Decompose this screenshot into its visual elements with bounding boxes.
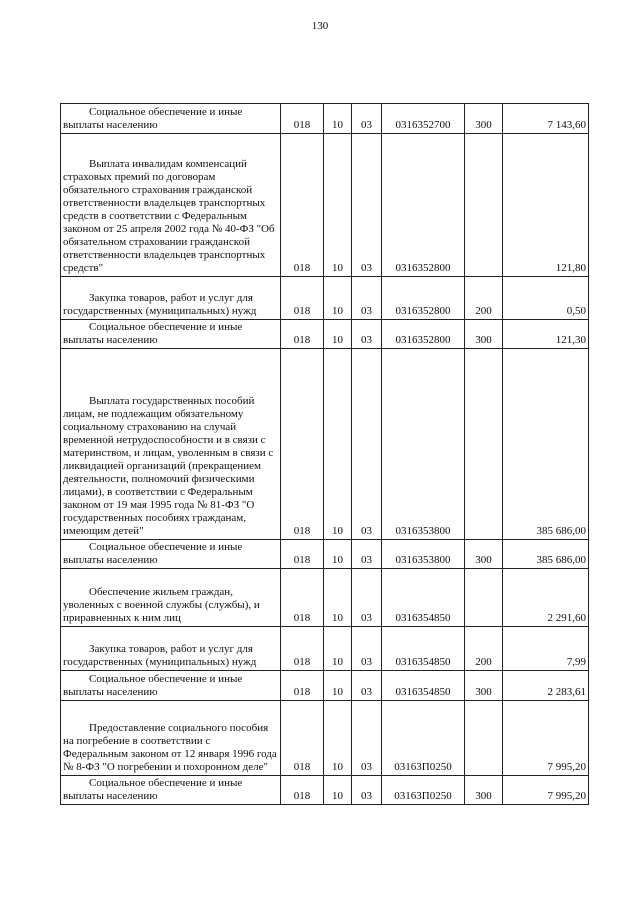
table-row	[61, 701, 589, 776]
target-code: 0316354850	[382, 627, 465, 671]
amount: 121,80	[503, 134, 589, 277]
table-row	[61, 134, 589, 277]
section-code: 10	[324, 671, 352, 701]
amount: 7 995,20	[503, 701, 589, 776]
row-name: Закупка товаров, работ и услуг для государственных (муниципальных) нужд	[63, 643, 257, 668]
row-name: Предоставление социального пособия на погребение в соответствии с Федеральным законом от 12 января 1996 года № 8-ФЗ "О погребении и похоронном деле"	[63, 722, 277, 773]
subsection-code: 03	[352, 701, 382, 776]
target-code: 0316354850	[382, 671, 465, 701]
section-code: 10	[324, 349, 352, 540]
section-code: 10	[324, 776, 352, 805]
table-row	[61, 569, 589, 627]
section-code: 10	[324, 104, 352, 134]
section-code: 10	[324, 277, 352, 320]
amount: 385 686,00	[503, 349, 589, 540]
row-name-cell	[61, 104, 281, 134]
expense-code	[465, 134, 503, 277]
row-name: Социальное обеспечение и иные выплаты населению	[63, 321, 243, 346]
expense-code: 300	[465, 540, 503, 569]
target-code: 0316352800	[382, 277, 465, 320]
ministry-code: 018	[281, 671, 324, 701]
amount: 2 283,61	[503, 671, 589, 701]
subsection-code: 03	[352, 134, 382, 277]
row-name-cell	[61, 540, 281, 569]
section-code: 10	[324, 627, 352, 671]
table-row	[61, 671, 589, 701]
row-name: Социальное обеспечение и иные выплаты населению	[63, 673, 243, 698]
ministry-code: 018	[281, 104, 324, 134]
amount: 121,30	[503, 320, 589, 349]
expense-code	[465, 349, 503, 540]
page-number: 130	[311, 20, 329, 32]
row-name-cell	[61, 671, 281, 701]
amount: 2 291,60	[503, 569, 589, 627]
table-row	[61, 349, 589, 540]
budget-table	[60, 103, 589, 805]
row-name: Обеспечение жильем граждан, уволенных с военной службы (службы), и приравненных к ним лиц	[63, 586, 260, 624]
subsection-code: 03	[352, 627, 382, 671]
row-name: Социальное обеспечение и иные выплаты населению	[63, 777, 243, 802]
target-code: 03163П0250	[382, 776, 465, 805]
row-name-cell	[61, 701, 281, 776]
ministry-code: 018	[281, 627, 324, 671]
target-code: 0316352700	[382, 104, 465, 134]
table-row	[61, 627, 589, 671]
row-name-cell	[61, 569, 281, 627]
row-name: Выплата инвалидам компенсаций страховых премий по договорам обязательного страхования гражданской ответственности владельцев транспортных средств в соответствии с Федеральным законом от 25 апреля 2002 года № 40-ФЗ "Об обязательном страховании гражданской ответственности владельцев транспортных средств"	[63, 158, 275, 274]
section-code: 10	[324, 320, 352, 349]
ministry-code: 018	[281, 776, 324, 805]
table-row	[61, 104, 589, 134]
target-code: 03163П0250	[382, 701, 465, 776]
subsection-code: 03	[352, 776, 382, 805]
target-code: 0316352800	[382, 134, 465, 277]
table-row	[61, 320, 589, 349]
row-name-cell	[61, 134, 281, 277]
row-name: Закупка товаров, работ и услуг для государственных (муниципальных) нужд	[63, 292, 257, 317]
ministry-code: 018	[281, 277, 324, 320]
target-code: 0316352800	[382, 320, 465, 349]
amount: 0,50	[503, 277, 589, 320]
subsection-code: 03	[352, 104, 382, 134]
subsection-code: 03	[352, 349, 382, 540]
ministry-code: 018	[281, 569, 324, 627]
row-name-cell	[61, 277, 281, 320]
amount: 385 686,00	[503, 540, 589, 569]
table-row	[61, 776, 589, 805]
expense-code: 300	[465, 671, 503, 701]
section-code: 10	[324, 569, 352, 627]
row-name-cell	[61, 320, 281, 349]
expense-code: 200	[465, 277, 503, 320]
target-code: 0316353800	[382, 349, 465, 540]
amount: 7 995,20	[503, 776, 589, 805]
amount: 7 143,60	[503, 104, 589, 134]
expense-code: 300	[465, 320, 503, 349]
section-code: 10	[324, 540, 352, 569]
subsection-code: 03	[352, 540, 382, 569]
expense-code	[465, 569, 503, 627]
subsection-code: 03	[352, 671, 382, 701]
expense-code: 300	[465, 776, 503, 805]
expense-code: 300	[465, 104, 503, 134]
ministry-code: 018	[281, 320, 324, 349]
row-name: Выплата государственных пособий лицам, не подлежащим обязательному социальному страхованию на случай временной нетрудоспособности и в связи с материнством, и лицам, уволенным в связи с ликвидацией организаций (прекращением деятельности, полномочий физическими лицами), в соответствии с Федеральным законом от 19 мая 1995 года № 81-ФЗ "О государственных пособиях гражданам, имеющим детей"	[63, 395, 274, 537]
subsection-code: 03	[352, 569, 382, 627]
ministry-code: 018	[281, 134, 324, 277]
target-code: 0316353800	[382, 540, 465, 569]
ministry-code: 018	[281, 540, 324, 569]
table-row	[61, 540, 589, 569]
target-code: 0316354850	[382, 569, 465, 627]
section-code: 10	[324, 134, 352, 277]
expense-code: 200	[465, 627, 503, 671]
subsection-code: 03	[352, 277, 382, 320]
ministry-code: 018	[281, 701, 324, 776]
row-name-cell	[61, 776, 281, 805]
table-row	[61, 277, 589, 320]
row-name-cell	[61, 627, 281, 671]
subsection-code: 03	[352, 320, 382, 349]
row-name: Социальное обеспечение и иные выплаты населению	[63, 541, 243, 566]
section-code: 10	[324, 701, 352, 776]
expense-code	[465, 701, 503, 776]
row-name-cell	[61, 349, 281, 540]
ministry-code: 018	[281, 349, 324, 540]
amount: 7,99	[503, 627, 589, 671]
row-name: Социальное обеспечение и иные выплаты населению	[63, 106, 243, 131]
